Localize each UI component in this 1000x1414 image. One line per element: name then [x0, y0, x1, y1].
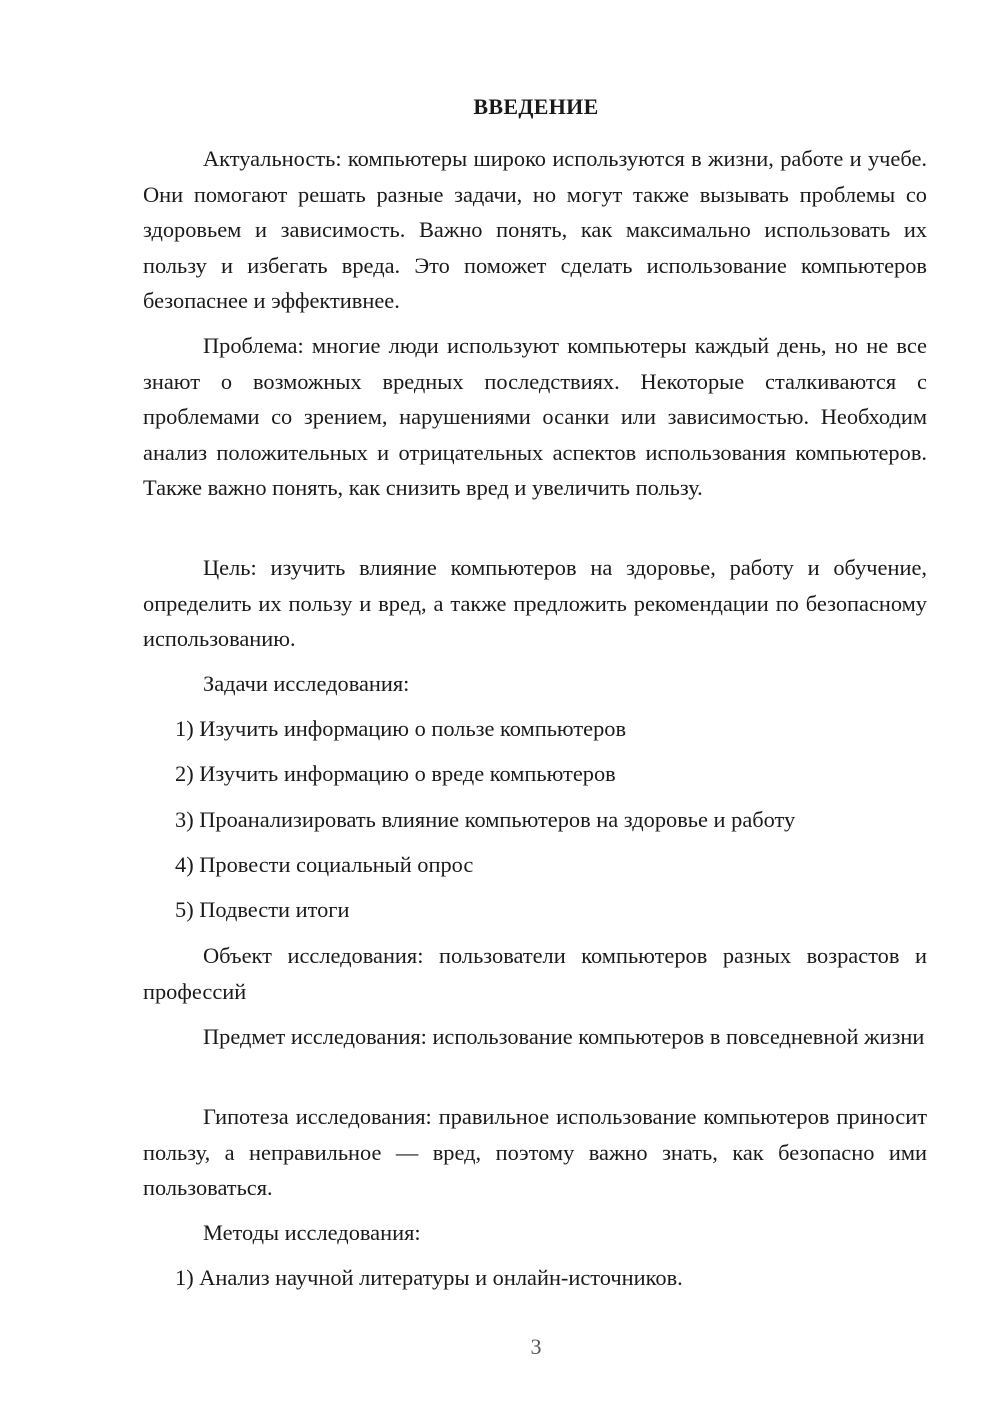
- task-item: 1) Изучить информацию о пользе компьютеров: [175, 716, 627, 741]
- task-item: 4) Провести социальный опрос: [175, 852, 474, 877]
- tasks-heading: Задачи исследования:: [203, 671, 410, 696]
- relevance-paragraph: Актуальность: компьютеры широко используются в жизни, работе и учебе. Они помогают решать разные задачи, но могут также вызывать проблемы со здоровьем и зависимость. Важно понять, как максимально использовать их пользу и избегать вреда. Это поможет сделать использование компьютеров безопаснее и эффективнее.: [143, 146, 927, 313]
- page-number: 3: [530, 1334, 542, 1359]
- subject-paragraph: Предмет исследования: использование компьютеров в повседневной жизни: [203, 1024, 925, 1049]
- object-paragraph: Объект исследования: пользователи компьютеров разных возрастов и профессий: [143, 943, 927, 1004]
- task-item: 5) Подвести итоги: [175, 897, 350, 922]
- task-item: 2) Изучить информацию о вреде компьютеров: [175, 761, 616, 786]
- task-item: 3) Проанализировать влияние компьютеров на здоровье и работу: [175, 807, 796, 832]
- hypothesis-paragraph: Гипотеза исследования: правильное использование компьютеров приносит пользу, а неправильное — вред, поэтому важно знать, как безопасно ими пользоваться.: [143, 1104, 927, 1200]
- methods-heading: Методы исследования:: [203, 1220, 421, 1245]
- method-item: 1) Анализ научной литературы и онлайн-источников.: [175, 1265, 683, 1290]
- goal-paragraph: Цель: изучить влияние компьютеров на здоровье, работу и обучение, определить их пользу и вред, а также предложить рекомендации по безопасному использованию.: [143, 555, 927, 651]
- section-title: ВВЕДЕНИЕ: [473, 94, 599, 119]
- problem-paragraph: Проблема: многие люди используют компьютеры каждый день, но не все знают о возможных вредных последствиях. Некоторые сталкиваются с проблемами со зрением, нарушениями осанки или зависимостью. Необходим анализ положительных и отрицательных аспектов использования компьютеров. Также важно понять, как снизить вред и увеличить пользу.: [143, 333, 927, 500]
